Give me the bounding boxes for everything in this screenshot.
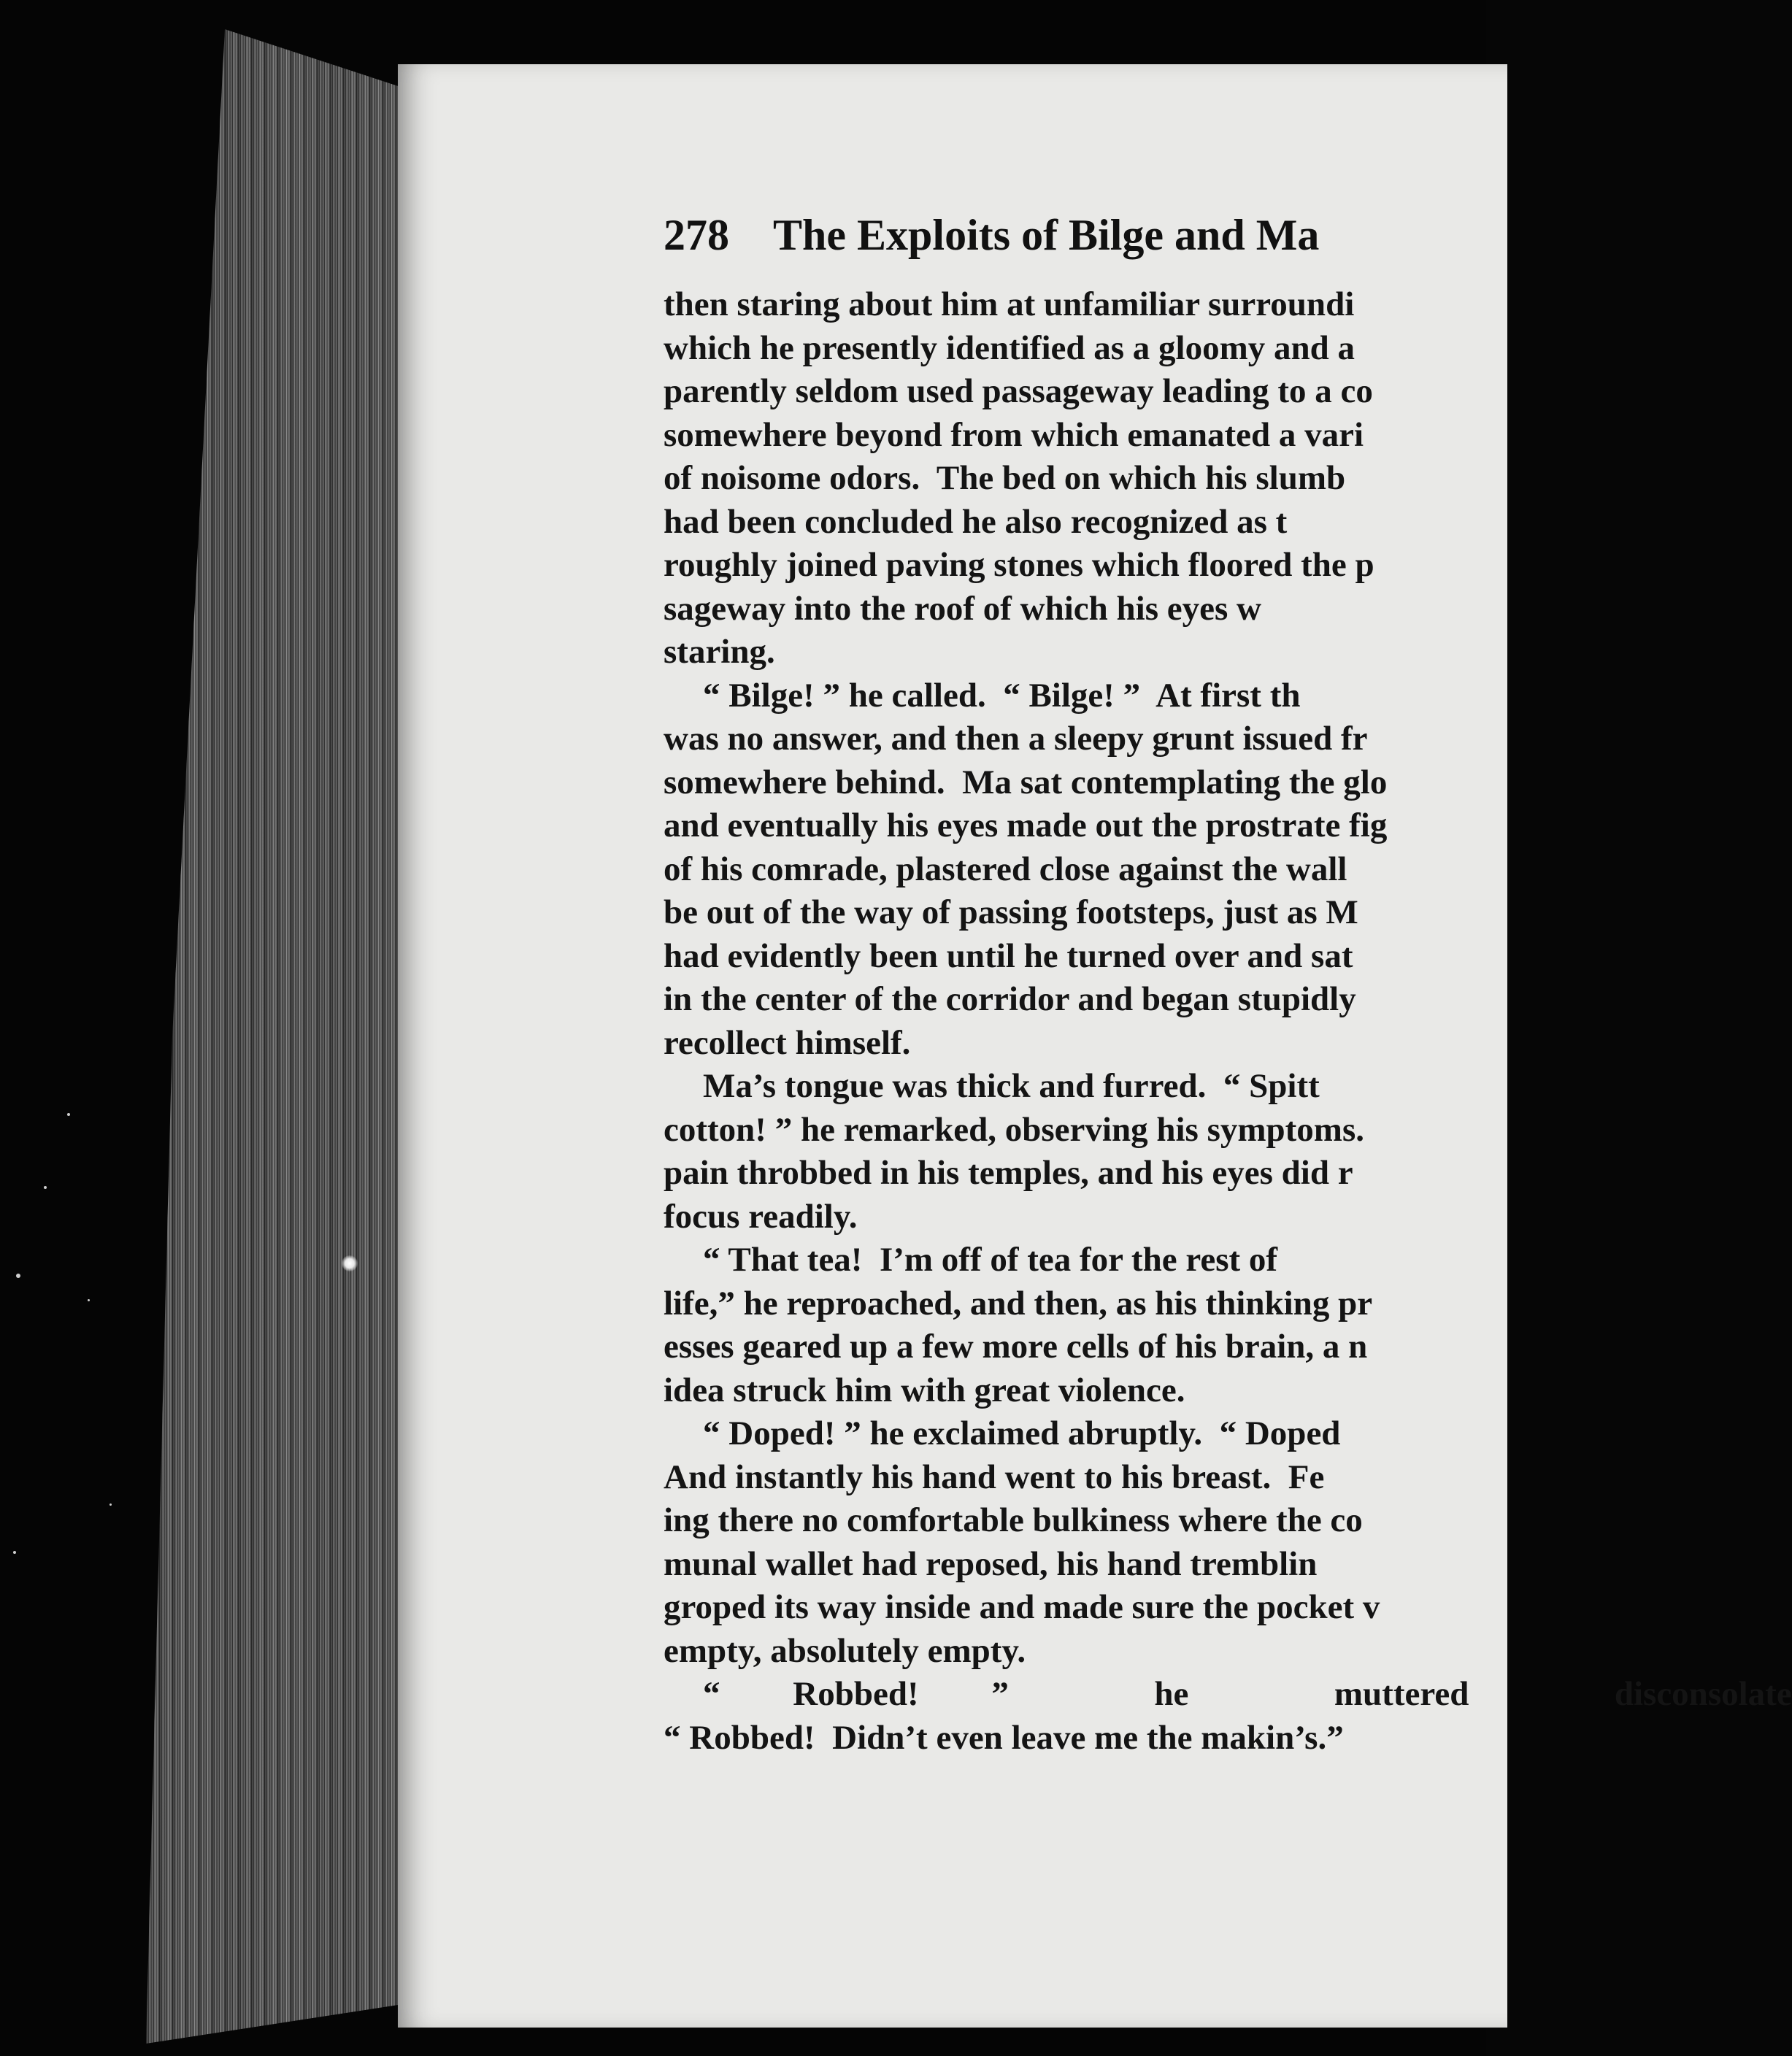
- book-page-edges: [146, 29, 409, 2044]
- page-number: 278: [664, 211, 729, 259]
- text-line: in the center of the corridor and began stupidly: [664, 980, 1356, 1018]
- text-line: had been concluded he also recognized as t: [664, 502, 1288, 541]
- text-line: staring.: [664, 633, 775, 671]
- dust-speck: [88, 1299, 90, 1301]
- running-title: The Exploits of Bilge and Ma: [773, 211, 1320, 259]
- text-line: and eventually his eyes made out the prostrate fig: [664, 806, 1388, 844]
- text-line: sageway into the roof of which his eyes w: [664, 589, 1261, 628]
- text-line: munal wallet had reposed, his hand tremblin: [664, 1544, 1318, 1583]
- page-header: [664, 210, 1539, 261]
- text-line: esses geared up a few more cells of his brain, a n: [664, 1328, 1368, 1366]
- book-page: [398, 64, 1792, 2028]
- text-line: roughly joined paving stones which floored the p: [664, 546, 1374, 584]
- text-line: groped its way inside and made sure the pocket v: [664, 1588, 1380, 1626]
- text-line: be out of the way of passing footsteps, just as M: [664, 893, 1358, 931]
- dust-speck: [67, 1113, 70, 1116]
- text-line: of noisome odors. The bed on which his slumb: [664, 459, 1346, 497]
- body-text: [664, 283, 1792, 1760]
- text-line: Ma’s tongue was thick and furred. “ Spitt: [703, 1067, 1320, 1105]
- dust-speck: [44, 1186, 47, 1189]
- light-reflection: [342, 1255, 358, 1271]
- text-line: “ Robbed! ” he muttered disconsolate: [703, 1675, 1792, 1713]
- text-line: ing there no comfortable bulkiness where the co: [664, 1501, 1363, 1539]
- text-line: “ Robbed! Didn’t even leave me the makin’s.”: [664, 1718, 1344, 1757]
- text-line: somewhere behind. Ma sat contemplating the glo: [664, 763, 1388, 801]
- dust-speck: [109, 1504, 112, 1506]
- dust-speck: [16, 1274, 20, 1278]
- text-line: cotton! ” he remarked, observing his symptoms.: [664, 1110, 1364, 1149]
- text-line: And instantly his hand went to his breast. Fe: [664, 1458, 1325, 1496]
- text-line: had evidently been until he turned over and sat: [664, 936, 1353, 975]
- text-line: somewhere beyond from which emanated a vari: [664, 415, 1364, 454]
- text-line: then staring about him at unfamiliar surroundi: [664, 285, 1355, 323]
- text-line: focus readily.: [664, 1197, 858, 1236]
- text-line: parently seldom used passageway leading to a co: [664, 372, 1373, 410]
- text-line: empty, absolutely empty.: [664, 1631, 1026, 1670]
- text-line: “ Doped! ” he exclaimed abruptly. “ Doped: [703, 1414, 1341, 1452]
- text-line: “ That tea! I’m off of tea for the rest of: [703, 1241, 1278, 1279]
- text-line: which he presently identified as a gloomy and a: [664, 328, 1355, 367]
- text-line: recollect himself.: [664, 1023, 911, 1062]
- text-line: “ Bilge! ” he called. “ Bilge! ” At first th: [703, 676, 1301, 715]
- dust-speck: [13, 1551, 16, 1554]
- text-line: life,” he reproached, and then, as his thinking pr: [664, 1284, 1373, 1322]
- text-line: idea struck him with great violence.: [664, 1371, 1185, 1409]
- text-line: of his comrade, plastered close against the wall: [664, 850, 1347, 888]
- text-line: pain throbbed in his temples, and his eyes did r: [664, 1154, 1353, 1192]
- text-line: was no answer, and then a sleepy grunt issued fr: [664, 720, 1368, 758]
